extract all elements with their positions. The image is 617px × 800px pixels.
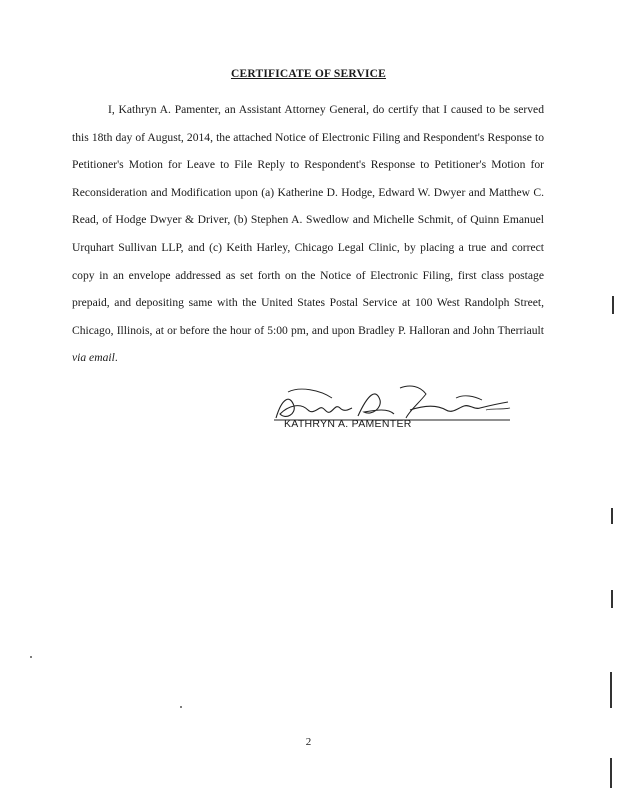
page-number: 2 (305, 736, 312, 748)
scan-edge-mark (611, 508, 613, 524)
via-email-text: via email (72, 351, 115, 365)
scan-edge-mark (610, 758, 612, 788)
paragraph-period: . (114, 351, 118, 365)
signatory-name: KATHRYN A. PAMENTER (284, 418, 412, 430)
scan-edge-mark (612, 296, 614, 314)
paragraph-text: I, Kathryn A. Pamenter, an Assistant Attorney General, do certify that I caused to be served this 18th day of August, 2014, the attached Notice of Electronic Filing and Respondent's Response to Petitioner's Motion for Leave to File Reply to Respondent's Response to Petitioner's Motion for Reconsideration and Modification upon (a) Katherine D. Hodge, Edward W. Dwyer and Matthew C. Read, of Hodge Dwyer & Driver, (b) Stephen A. Swedlow and Michelle Schmit, of Quinn Emanuel Urquhart Sullivan LLP, and (c) Keith Harley, Chicago Legal Clinic, by placing a true and correct copy in an envelope addressed as set forth on the Notice of Electronic Filing, first class postage prepaid, and depositing same with the United States Postal Service at 100 West Randolph Street, Chicago, Illinois, at or before the hour of 5:00 pm, and upon Bradley P. Halloran and John Therriault (72, 103, 544, 337)
certificate-paragraph (72, 96, 544, 372)
signature-block (260, 380, 540, 440)
scan-edge-mark (611, 590, 613, 608)
scan-edge-mark (610, 672, 612, 708)
scan-speck (30, 656, 32, 658)
scan-speck (180, 706, 182, 708)
document-title: CERTIFICATE OF SERVICE (230, 68, 387, 80)
